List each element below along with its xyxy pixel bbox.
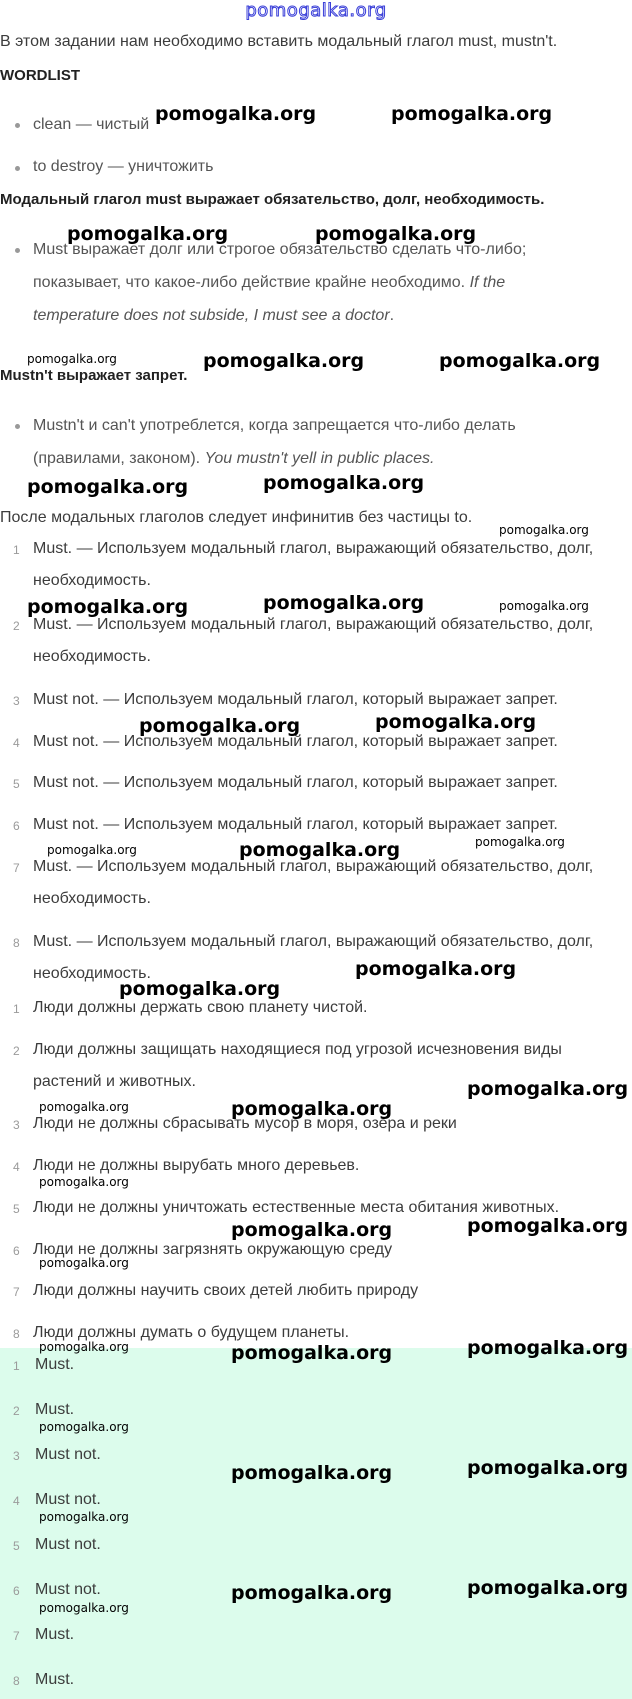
watermark: pomogalka.org [355, 958, 517, 980]
answer-text: Must not. [35, 1446, 101, 1463]
translation-text: Люди должны держать свою планету чистой. [33, 999, 368, 1016]
mustnt-rule-line1: Mustn't и can't употреблется, когда запрещается что-либо делать [33, 417, 516, 434]
watermark: pomogalka.org [119, 978, 281, 1000]
watermark: pomogalka.org [263, 592, 425, 614]
translation-text: Люди не должны загрязнять окружающую среду [33, 1241, 393, 1258]
watermark: pomogalka.org [27, 596, 189, 618]
explanation-number: 2 [13, 619, 20, 633]
explanation-text: Must not. — Используем модальный глагол, который выражает запрет. [33, 733, 558, 750]
answer-number: 7 [13, 1629, 20, 1643]
translation-text: Люди должны защищать находящиеся под угрозой исчезновения виды [33, 1041, 562, 1058]
wordlist-item: clean — чистый [33, 116, 150, 133]
watermark: pomogalka.org [467, 1577, 629, 1599]
translation-text: Люди не должны вырубать много деревьев. [33, 1157, 360, 1174]
watermark: pomogalka.org [39, 1340, 129, 1354]
explanation-text: Must. — Используем модальный глагол, выражающий обязательство, долг, [33, 616, 594, 633]
answer-text: Must not. [35, 1581, 101, 1598]
watermark: pomogalka.org [203, 350, 365, 372]
translation-number: 2 [13, 1044, 20, 1058]
watermark: pomogalka.org [155, 103, 317, 125]
watermark: pomogalka.org [39, 1420, 129, 1434]
intro-text: В этом задании нам необходимо вставить модальный глагол must, mustn't. [0, 33, 558, 50]
translation-number: 8 [13, 1327, 20, 1341]
watermark: pomogalka.org [467, 1078, 629, 1100]
watermark: pomogalka.org [467, 1337, 629, 1359]
explanation-text: Must. — Используем модальный глагол, выражающий обязательство, долг, [33, 540, 594, 557]
must-rule-line2: показывает, что какое-либо действие крайне необходимо. If the [33, 274, 506, 291]
explanation-number: 4 [13, 736, 20, 750]
answer-text: Must. [35, 1356, 75, 1373]
translation-number: 7 [13, 1285, 20, 1299]
translation-number: 3 [13, 1118, 20, 1132]
watermark: pomogalka.org [239, 839, 401, 861]
explanation-number: 8 [13, 936, 20, 950]
watermark: pomogalka.org [475, 835, 565, 849]
watermark: pomogalka.org [47, 843, 137, 857]
bullet-icon [15, 123, 20, 128]
answer-text: Must not. [35, 1536, 101, 1553]
must-rule-line3: temperature does not subside, I must see a doctor. [33, 307, 395, 324]
answer-number: 6 [13, 1584, 20, 1598]
watermark: pomogalka.org [39, 1601, 129, 1615]
bullet-icon [15, 166, 20, 171]
translation-text: Люди не должны сбрасывать мусор в моря, озера и реки [33, 1115, 457, 1132]
explanation-number: 1 [13, 543, 20, 557]
watermark: pomogalka.org [39, 1175, 129, 1189]
translation-number: 1 [13, 1002, 20, 1016]
watermark: pomogalka.org [231, 1462, 393, 1484]
explanation-text: Must not. — Используем модальный глагол, который выражает запрет. [33, 816, 558, 833]
watermark: pomogalka.org [499, 523, 589, 537]
explanation-text: Must. — Используем модальный глагол, выражающий обязательство, долг, [33, 933, 594, 950]
explanation-text-continued: необходимость. [33, 965, 151, 982]
answer-number: 5 [13, 1539, 20, 1553]
watermark: pomogalka.org [139, 715, 301, 737]
watermark: pomogalka.org [39, 1256, 129, 1270]
must-heading: Модальный глагол must выражает обязательство, долг, необходимость. [0, 191, 545, 208]
translation-number: 5 [13, 1202, 20, 1216]
watermark: pomogalka.org [67, 223, 229, 245]
translation-number: 6 [13, 1244, 20, 1258]
watermark: pomogalka.org [39, 1510, 129, 1524]
watermark: pomogalka.org [231, 1219, 393, 1241]
watermark: pomogalka.org [27, 476, 189, 498]
bullet-icon [15, 424, 20, 429]
answer-text: Must not. [35, 1491, 101, 1508]
mustnt-heading: Mustn't выражает запрет. [0, 367, 188, 384]
explanation-text-continued: необходимость. [33, 890, 151, 907]
site-logo[interactable]: pomogalka.org [245, 0, 387, 21]
watermark: pomogalka.org [439, 350, 601, 372]
mustnt-rule-line2: (правилами, законом). You mustn't yell in public places. [33, 450, 435, 467]
answer-number: 2 [13, 1404, 20, 1418]
watermark: pomogalka.org [231, 1098, 393, 1120]
watermark: pomogalka.org [375, 711, 537, 733]
translation-text: Люди должны думать о будущем планеты. [33, 1324, 350, 1341]
explanation-text: Must. — Используем модальный глагол, выражающий обязательство, долг, [33, 858, 594, 875]
must-rule-line1: Must выражает долг или строгое обязательство сделать что-либо; [33, 241, 527, 258]
explanation-text-continued: необходимость. [33, 648, 151, 665]
bullet-icon [15, 248, 20, 253]
answer-text: Must. [35, 1626, 75, 1643]
watermark: pomogalka.org [499, 599, 589, 613]
explanation-text-continued: необходимость. [33, 572, 151, 589]
answer-text: Must. [35, 1671, 75, 1688]
explanation-number: 6 [13, 819, 20, 833]
explanation-number: 3 [13, 694, 20, 708]
translation-number: 4 [13, 1160, 20, 1174]
watermark: pomogalka.org [467, 1457, 629, 1479]
watermark: pomogalka.org [263, 472, 425, 494]
wordlist-item: to destroy — уничтожить [33, 158, 214, 175]
answer-number: 3 [13, 1449, 20, 1463]
translation-text: Люди должны научить своих детей любить природу [33, 1282, 419, 1299]
translation-text-continued: растений и животных. [33, 1073, 196, 1090]
answer-number: 4 [13, 1494, 20, 1508]
explanation-text: Must not. — Используем модальный глагол, который выражает запрет. [33, 774, 558, 791]
answer-text: Must. [35, 1401, 75, 1418]
watermark: pomogalka.org [315, 223, 477, 245]
watermark: pomogalka.org [391, 103, 553, 125]
translation-text: Люди не должны уничтожать естественные места обитания животных. [33, 1199, 560, 1216]
answer-number: 1 [13, 1359, 20, 1373]
wordlist-heading: WORDLIST [0, 67, 80, 84]
watermark: pomogalka.org [27, 352, 117, 366]
watermark: pomogalka.org [231, 1342, 393, 1364]
explanation-number: 7 [13, 861, 20, 875]
explanation-number: 5 [13, 777, 20, 791]
explanation-text: Must not. — Используем модальный глагол, который выражает запрет. [33, 691, 558, 708]
watermark: pomogalka.org [39, 1100, 129, 1114]
watermark: pomogalka.org [467, 1215, 629, 1237]
watermark: pomogalka.org [231, 1582, 393, 1604]
infinitive-note: После модальных глаголов следует инфинитив без частицы to. [0, 509, 473, 526]
answer-number: 8 [13, 1674, 20, 1688]
